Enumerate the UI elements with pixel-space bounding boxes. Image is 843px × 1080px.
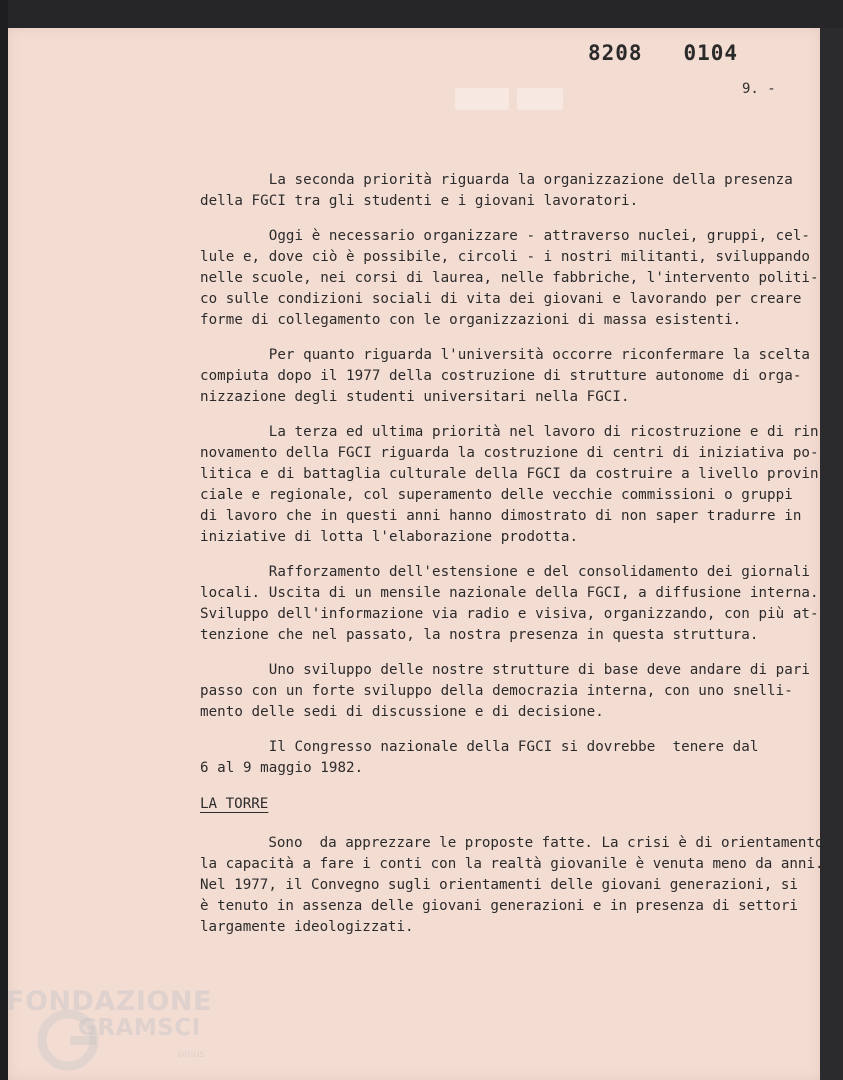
text-line: nizzazione degli studenti universitari nella FGCI.: [200, 389, 630, 405]
watermark-subtitle: GRAMSCI: [78, 1015, 201, 1041]
paragraph: [200, 660, 811, 723]
paragraph: [200, 737, 790, 779]
text-line: passo con un forte sviluppo della democrazia interna, con uno snelli-: [200, 683, 793, 699]
text-line: forme di collegamento con le organizzazioni di massa esistenti.: [200, 312, 742, 328]
text-line: litica e di battaglia culturale della FGCI da costruire a livello provin-: [200, 466, 828, 482]
text-line: Uno sviluppo delle nostre strutture di base deve andare di pari: [200, 662, 811, 678]
text-line: compiuta dopo il 1977 della costruzione di strutture autonome di orga-: [200, 368, 802, 384]
watermark-suffix: onlus: [178, 1049, 205, 1060]
text-line: della FGCI tra gli studenti e i giovani lavoratori.: [200, 193, 639, 209]
bleed-through-number: [455, 88, 585, 116]
text-line: Il Congresso nazionale della FGCI si dovrebbe tenere dal: [200, 739, 759, 755]
text-line: iniziative di lotta l'elaborazione prodotta.: [200, 529, 579, 545]
archive-number: 8208 0104: [588, 41, 739, 65]
fondazione-gramsci-watermark: [6, 986, 216, 1066]
paragraph: [200, 170, 793, 212]
text-line: Nel 1977, il Convegno sugli orientamenti delle giovani generazioni, si: [200, 877, 798, 893]
text-line: co sulle condizioni sociali di vita dei giovani e lavorando per creare: [200, 291, 802, 307]
text-line: nelle scuole, nei corsi di laurea, nelle fabbriche, l'intervento politi-: [200, 270, 819, 286]
text-line: lule e, dove ciò è possibile, circoli - i nostri militanti, sviluppando: [200, 249, 811, 265]
paragraph: [200, 562, 819, 646]
text-line: novamento della FGCI riguarda la costruzione di centri di iniziativa po-: [200, 445, 819, 461]
text-line: largamente ideologizzati.: [200, 919, 414, 935]
text-line: mento delle sedi di discussione e di decisione.: [200, 704, 604, 720]
text-line: La seconda priorità riguarda la organizzazione della presenza: [200, 172, 793, 188]
section-body: [200, 833, 833, 938]
scan-background-left: [0, 0, 8, 1080]
page-number: 9. -: [742, 81, 776, 97]
text-line: La terza ed ultima priorità nel lavoro di ricostruzione e di rin-: [200, 424, 828, 440]
text-line: 6 al 9 maggio 1982.: [200, 760, 364, 776]
paragraph: [200, 226, 819, 331]
text-line: Sviluppo dell'informazione via radio e visiva, organizzando, con più at-: [200, 606, 819, 622]
section-heading: LA TORRE: [200, 796, 269, 812]
text-line: la capacità a fare i conti con la realtà giovanile è venuta meno da anni.: [200, 856, 824, 872]
watermark-title: FONDAZIONE: [6, 986, 212, 1017]
text-line: locali. Uscita di un mensile nazionale della FGCI, a diffusione interna.: [200, 585, 819, 601]
text-line: Oggi è necessario organizzare - attraverso nuclei, gruppi, cel-: [200, 228, 811, 244]
text-line: tenzione che nel passato, la nostra presenza in questa struttura.: [200, 627, 759, 643]
text-line: Rafforzamento dell'estensione e del consolidamento dei giornali: [200, 564, 811, 580]
text-line: Per quanto riguarda l'università occorre riconfermare la scelta: [200, 347, 811, 363]
scan-background-top: [0, 0, 843, 28]
paragraph: [200, 345, 811, 408]
text-line: Sono da apprezzare le proposte fatte. La crisi è di orientamento,: [200, 835, 833, 851]
document-body: [200, 170, 828, 793]
text-line: è tenuto in assenza delle giovani generazioni e in presenza di settori: [200, 898, 798, 914]
paragraph: [200, 422, 828, 548]
text-line: di lavoro che in questi anni hanno dimostrato di non saper tradurre in: [200, 508, 802, 524]
text-line: ciale e regionale, col superamento delle vecchie commissioni o gruppi: [200, 487, 793, 503]
